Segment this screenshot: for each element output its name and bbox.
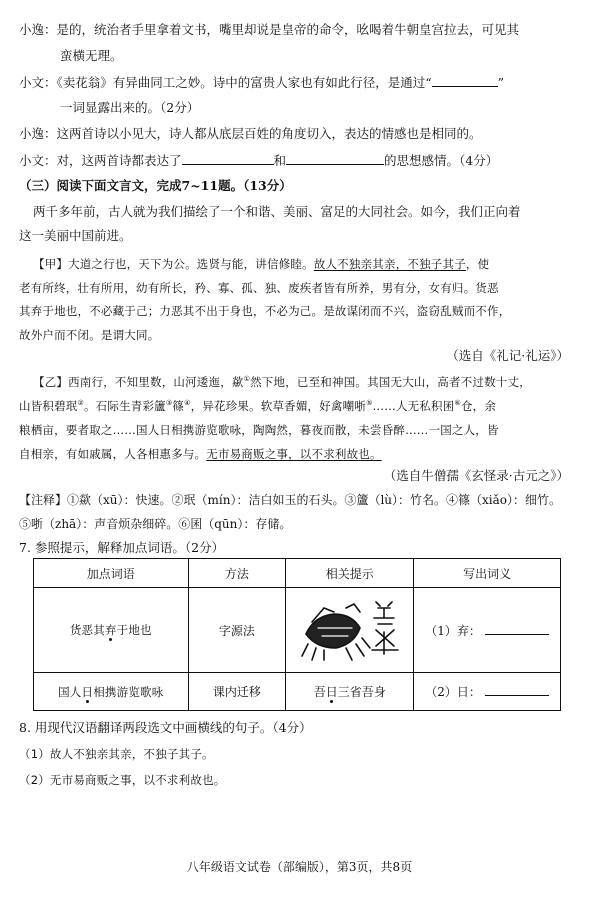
- q7-table-header: [34, 559, 561, 588]
- passage-a-line-2: 老有所终，壮有所用，幼有所长，矜、寡、孤、独、废疾者皆有所养，男有分，女有归。货恶: [19, 281, 499, 295]
- method-cell: 课内迁移: [188, 673, 286, 711]
- phrase-text: 相携游览歌咏: [93, 684, 164, 699]
- dotted-word: 日: [325, 685, 338, 699]
- passage-a-line-1: [33, 256, 489, 272]
- dialogue-line-4: [19, 152, 498, 169]
- answer-blank[interactable]: [432, 74, 498, 87]
- passage-b-line-2: [19, 398, 496, 414]
- notes-line-2: ⑤哳（zhā）：声音烦杂细碎。⑥囷（qūn）：存储。: [19, 517, 292, 531]
- footnote-mark: ⑥: [454, 399, 461, 408]
- answer-label: （2）日：: [425, 685, 481, 699]
- table-row: [34, 673, 561, 711]
- speaker: 小文：: [19, 153, 57, 168]
- passage-text: ，异花珍果。软草香媚，好禽嘲哳: [190, 399, 367, 413]
- passage-b-line-3: 粮栖亩，要者取之……国人日相携游览歌咏，陶陶然，暮夜而散，未尝昏醉……一国之人，皆: [19, 423, 499, 437]
- footnote-mark: ①: [243, 375, 251, 384]
- method-cell: 字源法: [188, 588, 286, 673]
- dialogue-text: 这两首诗以小见大，诗人都从底层百姓的角度切入，表达的情感也是相同的。: [56, 126, 482, 141]
- passage-text: 【甲】大道之行也，天下为公。选贤与能，讲信修睦。: [33, 257, 314, 271]
- dialogue-text: 是的，统治者手里拿着文书，嘴里却说是皇帝的命令，吆喝着牛朝皇宫拉去，可见其: [56, 22, 520, 37]
- passage-text: 仓，余: [460, 399, 497, 413]
- dialogue-line-1-cont: 蛮横无理。: [60, 48, 123, 63]
- speaker: 小文：: [19, 75, 57, 90]
- dialogue-text: ”: [497, 75, 505, 90]
- header-cell: 加点词语: [34, 559, 189, 588]
- footnote-mark: ②: [77, 399, 84, 408]
- dialogue-line-3: [19, 126, 482, 142]
- intro-line-2: 这一美丽中国前进。: [19, 228, 132, 243]
- passage-text: ，使: [465, 257, 490, 271]
- phrase-cell: [34, 673, 189, 711]
- header-cell: 相关提示: [286, 559, 414, 588]
- speaker: 小逸：: [19, 126, 57, 141]
- dialogue-line-1: [19, 22, 519, 38]
- answer-blank[interactable]: [182, 152, 274, 165]
- notes-line-1: 【注释】①歘（xū）：快速。②珉（mín）：洁白如玉的石头。③籚（lù）：竹名。④篠（xiǎo）：细竹。: [19, 493, 561, 507]
- hint-text: 三省吾身: [337, 685, 386, 699]
- underlined-sentence: 故人不独亲其亲，不独子其子: [313, 257, 466, 271]
- q8-title: 8. 用现代汉语翻译两段选文中画横线的句子。（4分）: [19, 720, 312, 735]
- passage-text: 山皆积碧珉: [19, 399, 78, 413]
- hint-cell: [286, 673, 414, 711]
- phrase-cell: [34, 588, 189, 673]
- passage-text: 自相亲，有如戚属，人各相惠多与。: [19, 447, 207, 461]
- passage-text: 篠: [172, 399, 185, 413]
- q8-sentence-1: （1）故人不独亲其亲，不独子其子。: [19, 747, 214, 761]
- passage-b-line-4: [19, 446, 382, 462]
- answer-blank[interactable]: [485, 622, 549, 635]
- hint-text: 吾: [313, 685, 326, 699]
- footnote-mark: ⑤: [366, 399, 373, 408]
- passage-text: 。石际生青彩籚: [83, 399, 166, 413]
- phrase-text: 国人: [58, 684, 82, 699]
- page-footer: 八年级语文试卷（部编版），第3页，共8页: [186, 860, 413, 874]
- q8-sentence-2: （2）无市易商贩之事，以不求利故也。: [19, 773, 226, 787]
- phrase-text: 货恶其: [69, 623, 105, 637]
- passage-text: 然下地，已至和神国。其国无大山，高者不过数十丈，: [250, 375, 531, 389]
- dialogue-text: 对，这两首诗都表达了: [56, 153, 182, 168]
- ancient-character-image: [294, 594, 406, 664]
- answer-cell: [414, 673, 561, 711]
- passage-a-source: （选自《礼记·礼运》）: [446, 348, 569, 363]
- footnote-mark: ③: [165, 399, 173, 408]
- header-cell: 写出词义: [414, 559, 561, 588]
- header-cell: 方法: [188, 559, 286, 588]
- q7-table: [33, 558, 561, 711]
- dialogue-line-2-cont: 一词显露出来的。（2分）: [60, 100, 200, 115]
- q7-title: 7. 参照提示，解释加点词语。（2分）: [19, 540, 225, 555]
- passage-text: ……人无私积囷: [372, 399, 455, 413]
- answer-label: （1）弃：: [425, 623, 481, 638]
- passage-text: 【乙】西南行，不知里数，山河逶迤，歘: [33, 375, 244, 389]
- speaker: 小逸：: [19, 22, 57, 37]
- passage-a-line-4: 故外户而不闭。是谓大同。: [19, 328, 160, 342]
- passage-b-line-1: [33, 374, 531, 390]
- answer-cell: [414, 588, 561, 673]
- dialogue-line-2: [19, 74, 504, 91]
- dotted-word: 弃: [104, 623, 117, 637]
- hint-cell: [286, 588, 414, 673]
- intro-line-1: 两千多年前，古人就为我们描绘了一个和谐、美丽、富足的大同社会。如今，我们正向着: [33, 204, 521, 219]
- underlined-sentence: 无市易商贩之事，以不求利故也。: [206, 447, 382, 461]
- answer-blank[interactable]: [485, 683, 549, 696]
- dotted-word: 日: [81, 684, 94, 699]
- dialogue-text: 《卖花翁》有异曲同工之妙。诗中的富贵人家也有如此行径，是通过“: [56, 75, 432, 90]
- dialogue-text: 和: [273, 153, 287, 168]
- passage-b-source: （选自牛僧孺《玄怪录·古元之》）: [383, 468, 569, 483]
- passage-a-line-3: 其弃于地也，不必藏于己；力恶其不出于身也，不必为己。是故谋闭而不兴，盗窃乱贼而不作，: [19, 304, 511, 318]
- dialogue-text: 的思想感情。（4分）: [384, 153, 499, 168]
- footnote-mark: ④: [184, 399, 191, 408]
- section-heading: （三）阅读下面文言文，完成7~11题。（13分）: [19, 178, 292, 193]
- table-row: [34, 588, 561, 673]
- phrase-text: 于地也: [116, 623, 152, 637]
- answer-blank[interactable]: [286, 152, 384, 165]
